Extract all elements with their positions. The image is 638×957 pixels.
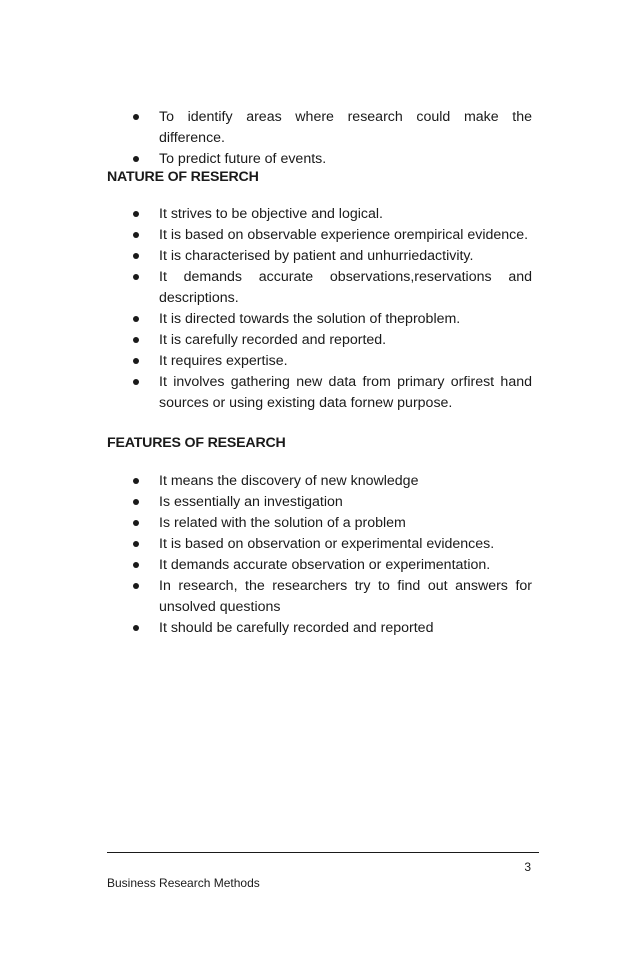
list-item [133, 225, 532, 246]
bullet-icon [133, 583, 139, 589]
list-item-text: It is carefully recorded and reported. [159, 332, 387, 348]
list-item [133, 372, 532, 414]
bullet-icon [133, 379, 139, 385]
page-number: 3 [524, 860, 531, 874]
bullet-icon [133, 499, 139, 505]
list-item-text: It is characterised by patient and unhurriedactivity. [159, 248, 474, 264]
list-item [133, 351, 532, 372]
bullet-icon [133, 337, 139, 343]
list-item-text: Is essentially an investigation [159, 494, 343, 510]
bullet-icon [133, 156, 139, 162]
list-item [133, 204, 532, 225]
list-item [133, 267, 532, 309]
list-item-text: It involves gathering new data from primary orfirest hand sources or using existing data fornew purpose. [159, 374, 532, 411]
list-item [133, 513, 532, 534]
bullet-icon [133, 625, 139, 631]
intro-bullet-list [133, 107, 532, 170]
list-item [133, 309, 532, 330]
list-item-text: To predict future of events. [159, 151, 327, 167]
bullet-icon [133, 211, 139, 217]
list-item [133, 330, 532, 351]
bullet-icon [133, 114, 139, 120]
bullet-icon [133, 520, 139, 526]
list-item-text: It demands accurate observation or experimentation. [159, 557, 491, 573]
list-item-text: In research, the researchers try to find out answers for unsolved questions [159, 578, 532, 615]
list-item-text: It should be carefully recorded and reported [159, 620, 434, 636]
list-item-text: It demands accurate observations,reservations and descriptions. [159, 269, 532, 306]
bullet-icon [133, 232, 139, 238]
list-item [133, 555, 532, 576]
bullet-icon [133, 253, 139, 259]
list-item-text: To identify areas where research could make the difference. [159, 109, 532, 146]
bullet-icon [133, 541, 139, 547]
features-bullet-list [133, 471, 532, 639]
bullet-icon [133, 562, 139, 568]
list-item-text: It requires expertise. [159, 353, 288, 369]
list-item [133, 107, 532, 149]
list-item [133, 246, 532, 267]
nature-bullet-list [133, 204, 532, 414]
section-heading-features: FEATURES OF RESEARCH [107, 435, 286, 451]
list-item [133, 534, 532, 555]
list-item [133, 576, 532, 618]
list-item-text: It is directed towards the solution of theproblem. [159, 311, 461, 327]
footer-divider [107, 852, 539, 853]
list-item [133, 471, 532, 492]
list-item [133, 618, 532, 639]
list-item-text: It is based on observable experience orempirical evidence. [159, 227, 529, 243]
section-heading-nature: NATURE OF RESERCH [107, 169, 259, 185]
bullet-icon [133, 358, 139, 364]
list-item-text: Is related with the solution of a problem [159, 515, 406, 531]
bullet-icon [133, 274, 139, 280]
bullet-icon [133, 478, 139, 484]
footer-title: Business Research Methods [107, 876, 260, 890]
list-item [133, 492, 532, 513]
bullet-icon [133, 316, 139, 322]
list-item-text: It means the discovery of new knowledge [159, 473, 419, 489]
list-item-text: It strives to be objective and logical. [159, 206, 383, 222]
list-item-text: It is based on observation or experimental evidences. [159, 536, 495, 552]
